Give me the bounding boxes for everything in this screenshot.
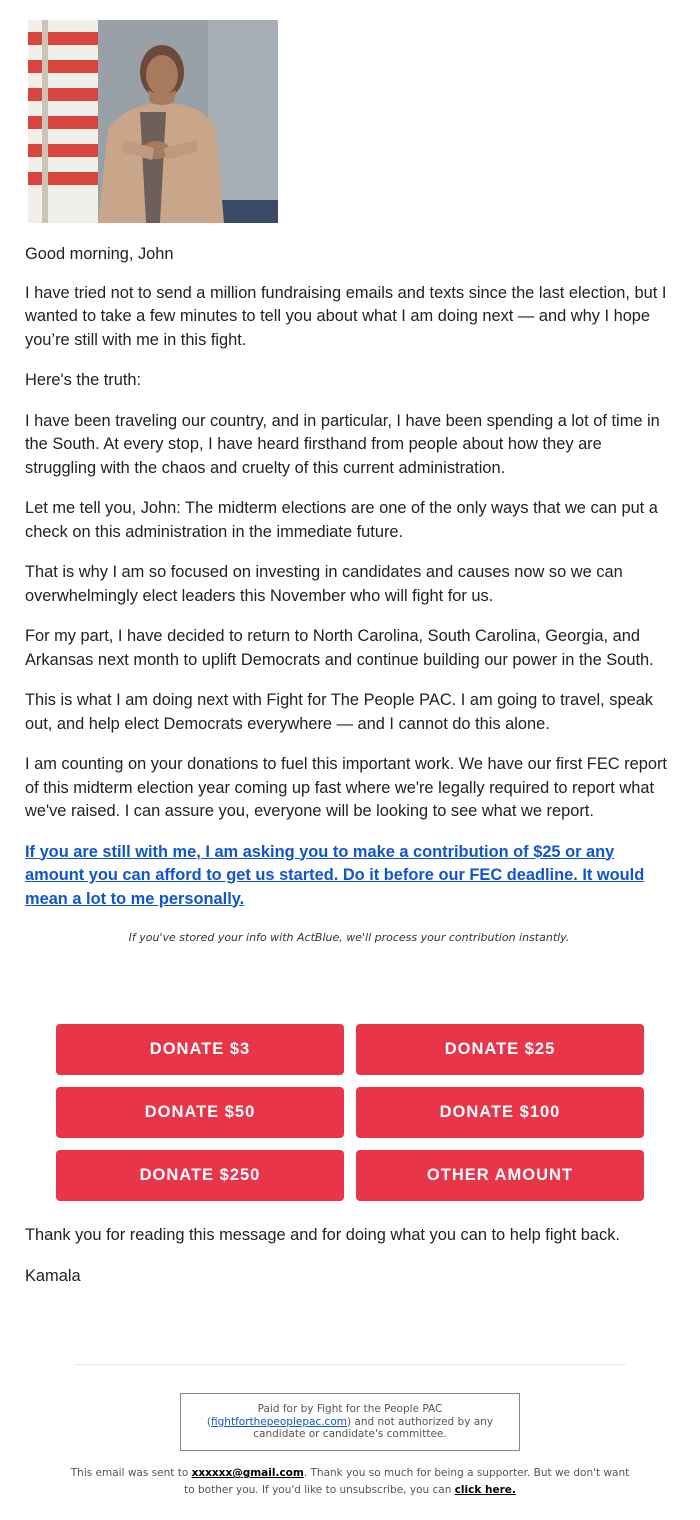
closing-section (25, 1224, 673, 1305)
unsubscribe-link[interactable]: click here. (454, 1484, 516, 1496)
closing-text: Thank you for reading this message and for doing what you can to help fight back. (25, 1226, 620, 1244)
paragraph: This is what I am doing next with Fight for The People PAC. I am going to travel, speak out, and help elect Democrats everywhere — and I cannot do this alone. (25, 691, 654, 733)
donate-25-button[interactable]: DONATE $25 (356, 1024, 644, 1075)
sent-to-prefix: This email was sent to (70, 1467, 192, 1479)
header-photo (28, 20, 278, 223)
paid-for-line: Paid for by Fight for the People PAC (257, 1403, 443, 1415)
donate-3-button[interactable]: DONATE $3 (56, 1024, 344, 1075)
other-amount-button[interactable]: OTHER AMOUNT (356, 1150, 644, 1201)
signature: Kamala (25, 1266, 81, 1285)
contribution-cta-link[interactable]: If you are still with me, I am asking you to make a contribution of $25 or any amount you can afford to get us started. Do it before our FEC deadline. It would mean a lot to me personally. (25, 842, 645, 908)
paragraph: That is why I am so focused on investing in candidates and causes now so we can overwhelmingly elect leaders this November who will fight for us. (25, 563, 623, 605)
recipient-email: xxxxxx@gmail.com (191, 1467, 304, 1479)
pac-website-link[interactable]: fightforthepeoplepac.com (211, 1415, 347, 1428)
paid-for-rest: ) and not authorized by any candidate or candidate's committee. (253, 1415, 494, 1440)
paid-for-disclaimer (180, 1393, 520, 1451)
actblue-note: If you've stored your info with ActBlue, we'll process your contribution instantly. (128, 931, 570, 944)
paragraph: I have been traveling our country, and in particular, I have been spending a lot of time in the South. At every stop, I have heard firsthand from people about how they are struggling with the chaos and cruelty of this current administration. (25, 411, 660, 477)
paragraph: Here's the truth: (25, 371, 142, 389)
paren-open: ( (206, 1415, 212, 1428)
paragraph: Let me tell you, John: The midterm elections are one of the only ways that we can put a check on this administration in the immediate future. (25, 499, 658, 541)
donate-250-button[interactable]: DONATE $250 (56, 1150, 344, 1201)
paragraph: I am counting on your donations to fuel this important work. We have our first FEC report of this midterm election year coming up fast where we're legally required to report what we've raised. I can assure you, everyone will be looking to see what we report. (25, 755, 667, 820)
donate-buttons (56, 1024, 644, 1201)
greeting: Good morning, John (25, 245, 174, 263)
paragraph: For my part, I have decided to return to North Carolina, South Carolina, Georgia, and Arkansas next month to uplift Democrats and continue building our power in the South. (25, 627, 654, 669)
donate-50-button[interactable]: DONATE $50 (56, 1087, 344, 1138)
paragraph: I have tried not to send a million fundraising emails and texts since the last election, but I wanted to take a few minutes to tell you about what I am doing next — and why I hope you’re still with me in this fight. (25, 283, 667, 349)
unsubscribe-footer (70, 1465, 630, 1499)
donate-100-button[interactable]: DONATE $100 (356, 1087, 644, 1138)
footer-divider (74, 1364, 626, 1365)
email-body (25, 243, 673, 964)
sent-to-middle: . Thank you so much for being a supporter. But we don't want to bother you. If you'd like to unsubscribe, you can (184, 1467, 630, 1496)
